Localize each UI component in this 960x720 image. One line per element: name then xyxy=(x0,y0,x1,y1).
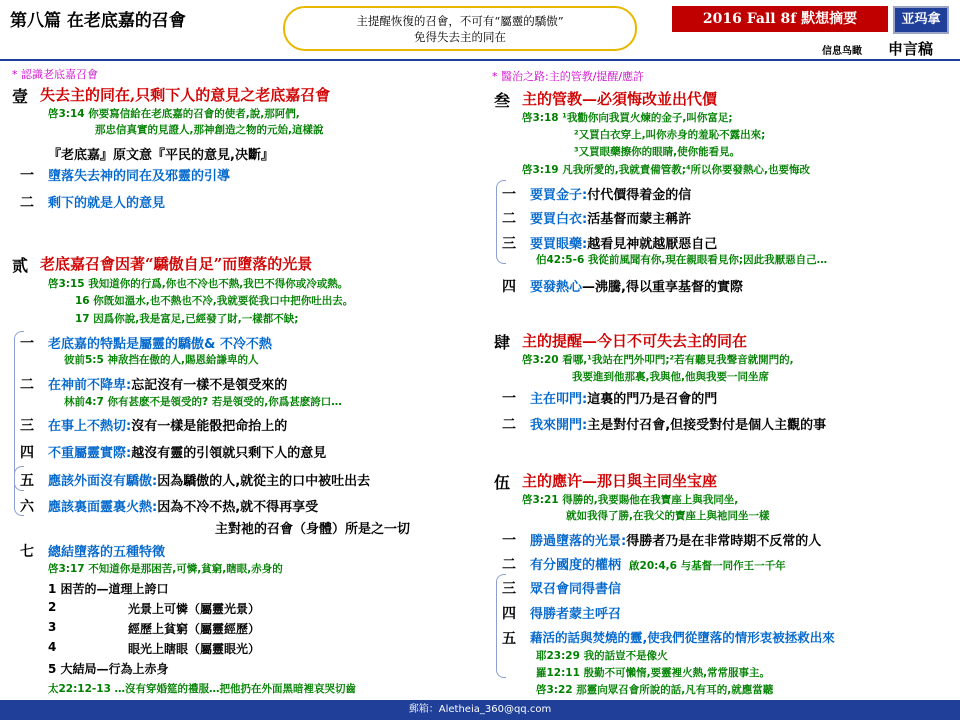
section-2-item-1: 老底嘉的特點是屬靈的驕傲& 不冷不熱 xyxy=(48,337,272,352)
section-1-item-2-number: 二 xyxy=(20,195,34,211)
author-name-badge: 亚玛拿 xyxy=(893,6,949,34)
section-2-verse-2: 16 你旣如溫水,也不熱也不冷,我就要從我口中把你吐出去。 xyxy=(75,295,354,307)
section-4-verse-2: 我要進到他那裏,我與他,他與我要一同坐席 xyxy=(572,371,769,383)
section-5-item-1-key: 勝過墮落的光景: xyxy=(530,534,627,549)
trait-4-number: 4 xyxy=(48,640,57,654)
section-4-item-1 xyxy=(530,388,717,407)
section-3-verse-3: ³又買眼藥擦你的眼睛,使你能看見。 xyxy=(574,146,741,158)
right-tag: * 醫治之路:主的管教/提醒/應許 xyxy=(492,70,645,83)
section-5-verse-a: 耶23:29 我的話豈不是像火 xyxy=(536,650,668,662)
section-3-item-1-number: 一 xyxy=(502,187,516,203)
section-1-verse-2: 那忠信真實的見證人,那神創造之物的元始,這樣說 xyxy=(95,124,324,136)
section-5-item-2-number: 二 xyxy=(502,557,516,573)
section-2-item-6-continued: 主對祂的召會（身體）所是之一切 xyxy=(215,522,411,537)
theme-note-line1: 主提醒恢復的召會，不可有“屬靈的驕傲” xyxy=(356,14,564,28)
section-5-number: 伍 xyxy=(494,473,511,492)
section-5-item-3-number: 三 xyxy=(502,581,516,597)
section-2-item-2-key: 在神前不降卑: xyxy=(48,378,132,393)
section-5-item-1-text: 得勝者乃是在非常時期不反常的人 xyxy=(626,534,822,549)
section-2-item-2 xyxy=(48,374,287,393)
trait-3: 經歷上貧窮（屬靈經歷） xyxy=(128,622,261,636)
section-1-item-2: 剩下的就是人的意見 xyxy=(48,196,166,211)
section-5-verse-c: 啓3:22 那靈向眾召會所說的話,凡有耳的,就應當聽 xyxy=(536,684,774,696)
section-2-item-2-text: 忘記沒有一樣不是領受來的 xyxy=(131,378,288,393)
section-3-number: 叁 xyxy=(494,91,511,110)
theme-note-line2: 免得失去主的同在 xyxy=(414,30,506,44)
section-3-item-2 xyxy=(530,208,691,227)
section-2-item-6 xyxy=(48,496,318,515)
section-4-number: 肆 xyxy=(494,333,511,352)
section-2-item-1-number: 一 xyxy=(20,336,34,352)
section-5-item-4-number: 四 xyxy=(502,606,516,622)
section-3-verse-1: 啓3:18 ¹我勸你向我買火煉的金子,叫你富足; xyxy=(522,112,733,124)
section-2-item-5-number: 五 xyxy=(20,473,34,489)
section-4-item-1-number: 一 xyxy=(502,391,516,407)
section-3-item-2-key: 要買白衣: xyxy=(530,212,588,227)
section-1-item-1-number: 一 xyxy=(20,168,34,184)
section-2-item-3-text: 沒有一樣是能骰把命抬上的 xyxy=(131,419,288,434)
trait-3-number: 3 xyxy=(48,620,57,634)
section-3-item-4-number: 四 xyxy=(502,279,516,295)
section-4-item-1-key: 主在叩門: xyxy=(530,392,588,407)
section-2-item-6-number: 六 xyxy=(20,499,34,515)
section-5-verse-1: 啓3:21 得勝的,我要賜他在我寶座上與我同坐, xyxy=(522,494,739,506)
section-5-item-2 xyxy=(530,554,786,573)
section-2-final-verse: 太22:12-13 …沒有穿婚筵的禮服…把他扔在外面黑暗裡哀哭切齒 xyxy=(48,683,357,695)
page-title: 第八篇 在老底嘉的召會 xyxy=(10,11,186,31)
section-2-item-7-verse: 啓3:17 不知道你是那困苦,可憐,貧窮,瞎眼,赤身的 xyxy=(48,563,283,575)
section-3-item-4-text: —沸騰,得以重享基督的實際 xyxy=(582,280,743,295)
section-2-item-4-number: 四 xyxy=(20,445,34,461)
section-3-item-1-key: 要買金子: xyxy=(530,188,588,203)
section-3-item-2-number: 二 xyxy=(502,211,516,227)
section-5-item-3: 眾召會同得書信 xyxy=(530,582,622,597)
footer-email: 郵箱：Aletheia_360@qq.com xyxy=(0,700,960,720)
section-1-meaning: 『老底嘉』原文意『平民的意見,决斷』 xyxy=(48,148,274,163)
section-4-item-2-number: 二 xyxy=(502,417,516,433)
section-3-item-3-key: 要買眼藥: xyxy=(530,237,588,252)
section-2-item-3-number: 三 xyxy=(20,418,34,434)
section-5-item-1-number: 一 xyxy=(502,533,516,549)
theme-note xyxy=(283,6,637,51)
section-5-item-5-number: 五 xyxy=(502,631,516,647)
section-3-item-3-verse: 伯42:5-6 我從前風聞有你,現在親眼看見你;因此我厭惡自己… xyxy=(536,254,828,266)
section-4-item-1-text: 這裏的門乃是召會的門 xyxy=(587,392,718,407)
trait-2: 光景上可憐（屬靈光景） xyxy=(128,602,261,616)
section-2-item-3-key: 在事上不熱切: xyxy=(48,419,132,434)
section-3-item-3-number: 三 xyxy=(502,236,516,252)
section-2-item-3 xyxy=(48,415,287,434)
section-5-verse-2: 就如我得了勝,在我父的寶座上與祂同坐一樣 xyxy=(566,510,770,522)
section-4-item-2-key: 我來開門: xyxy=(530,418,588,433)
section-3-item-4-key: 要發熱心 xyxy=(530,280,583,295)
section-5-item-1 xyxy=(530,530,821,549)
section-2-item-6-text: 因為不冷不热,就不得再享受 xyxy=(157,500,319,515)
section-4-verse-1: 啓3:20 看哪,¹我站在門外叩門;²若有聽見我聲音就開門的, xyxy=(522,354,794,366)
source-label: 信息鸟瞰 xyxy=(822,46,862,57)
section-3-item-3 xyxy=(530,233,717,252)
section-2-item-1-verse: 彼前5:5 神敌挡在傲的人,賜恩給謙卑的人 xyxy=(64,354,259,366)
left-tag: * 認識老底嘉召會 xyxy=(12,68,98,81)
section-2-item-4 xyxy=(48,442,326,461)
section-2-item-5 xyxy=(48,470,370,489)
section-3-heading: 主的管教—必須悔改並出代價 xyxy=(522,90,718,108)
section-5-item-2-verse: 啟20:4,6 与基督一同作王一千年 xyxy=(629,560,786,572)
trait-1: 1 困苦的—道理上誇口 xyxy=(48,582,169,596)
section-2-number: 贰 xyxy=(12,256,29,275)
section-3-item-4 xyxy=(530,276,743,295)
section-4-item-2-text: 主是對付召會,但接受對付是個人主觀的事 xyxy=(587,418,827,433)
section-3-item-1 xyxy=(530,184,691,203)
section-3-item-3-text: 越看見神就越厭惡自己 xyxy=(587,237,718,252)
section-4-heading: 主的提醒—今日不可失去主的同在 xyxy=(522,332,748,350)
section-2-item-2-number: 二 xyxy=(20,377,34,393)
author-label: 申言稿 xyxy=(888,40,934,58)
section-5-item-2-key: 有分國度的權柄 xyxy=(530,558,622,573)
trait-2-number: 2 xyxy=(48,600,57,614)
section-5-heading: 主的應许—那日與主同坐宝座 xyxy=(522,472,718,490)
trait-5: 5 大結局—行為上赤身 xyxy=(48,662,169,676)
section-4-item-2 xyxy=(530,414,826,433)
header-divider xyxy=(0,59,960,61)
section-2-item-7: 總結墮落的五種特徵 xyxy=(48,545,166,560)
section-1-verse-1: 啓3:14 你要寫信給在老底嘉的召會的使者,說,那阿們, xyxy=(48,108,300,120)
section-2-verse-3: 17 因爲你說,我是富足,已經發了財,一樣都不缺; xyxy=(75,313,299,325)
section-3-item-1-text: 付代價得着金的信 xyxy=(587,188,692,203)
section-2-item-2-verse: 林前4:7 你有甚麽不是領受的? 若是領受的,你爲甚麽誇口… xyxy=(64,396,342,408)
section-3-item-2-text: 活基督而蒙主稱許 xyxy=(587,212,692,227)
section-1-heading: 失去主的同在,只剩下人的意見之老底嘉召會 xyxy=(40,86,331,104)
section-2-item-4-key: 不重屬靈實際: xyxy=(48,446,132,461)
section-2-item-5-text: 因為驕傲的人,就從主的口中被吐出去 xyxy=(157,474,371,489)
section-3-verse-4: 啓3:19 凡我所愛的,我就責備管教;⁴所以你要發熱心,也要悔改 xyxy=(522,164,811,176)
section-2-item-5-key: 應該外面沒有驕傲: xyxy=(48,474,158,489)
section-2-heading: 老底嘉召會因著“驕傲自足”而墮落的光景 xyxy=(40,255,313,273)
section-3-verse-2: ²又買白衣穿上,叫你赤身的羞恥不露出來; xyxy=(574,129,766,141)
series-badge: 2016 Fall 8f 默想摘要 xyxy=(672,6,888,32)
section-5-item-4: 得勝者蒙主呼召 xyxy=(530,607,622,622)
section-2-item-6-key: 應該裏面靈裏火熱: xyxy=(48,500,158,515)
section-5-verse-b: 羅12:11 殷勤不可懶惰,要靈裡火熱,常常服事主。 xyxy=(536,667,771,679)
section-5-item-5: 藉活的話與焚燒的靈,使我們從墮落的情形衷被拯救出來 xyxy=(530,630,835,645)
section-1-item-1: 墮落失去神的同在及邪靈的引導 xyxy=(48,169,231,184)
section-2-item-4-text: 越沒有靈的引領就只剩下人的意見 xyxy=(131,446,327,461)
section-2-item-7-number: 七 xyxy=(20,544,34,560)
section-2-verse-1: 啓3:15 我知道你的行爲,你也不冷也不熱,我巴不得你或冷或熱。 xyxy=(48,278,349,290)
section-1-number: 壹 xyxy=(12,87,29,106)
trait-4: 眼光上瞎眼（屬靈眼光） xyxy=(128,642,261,656)
